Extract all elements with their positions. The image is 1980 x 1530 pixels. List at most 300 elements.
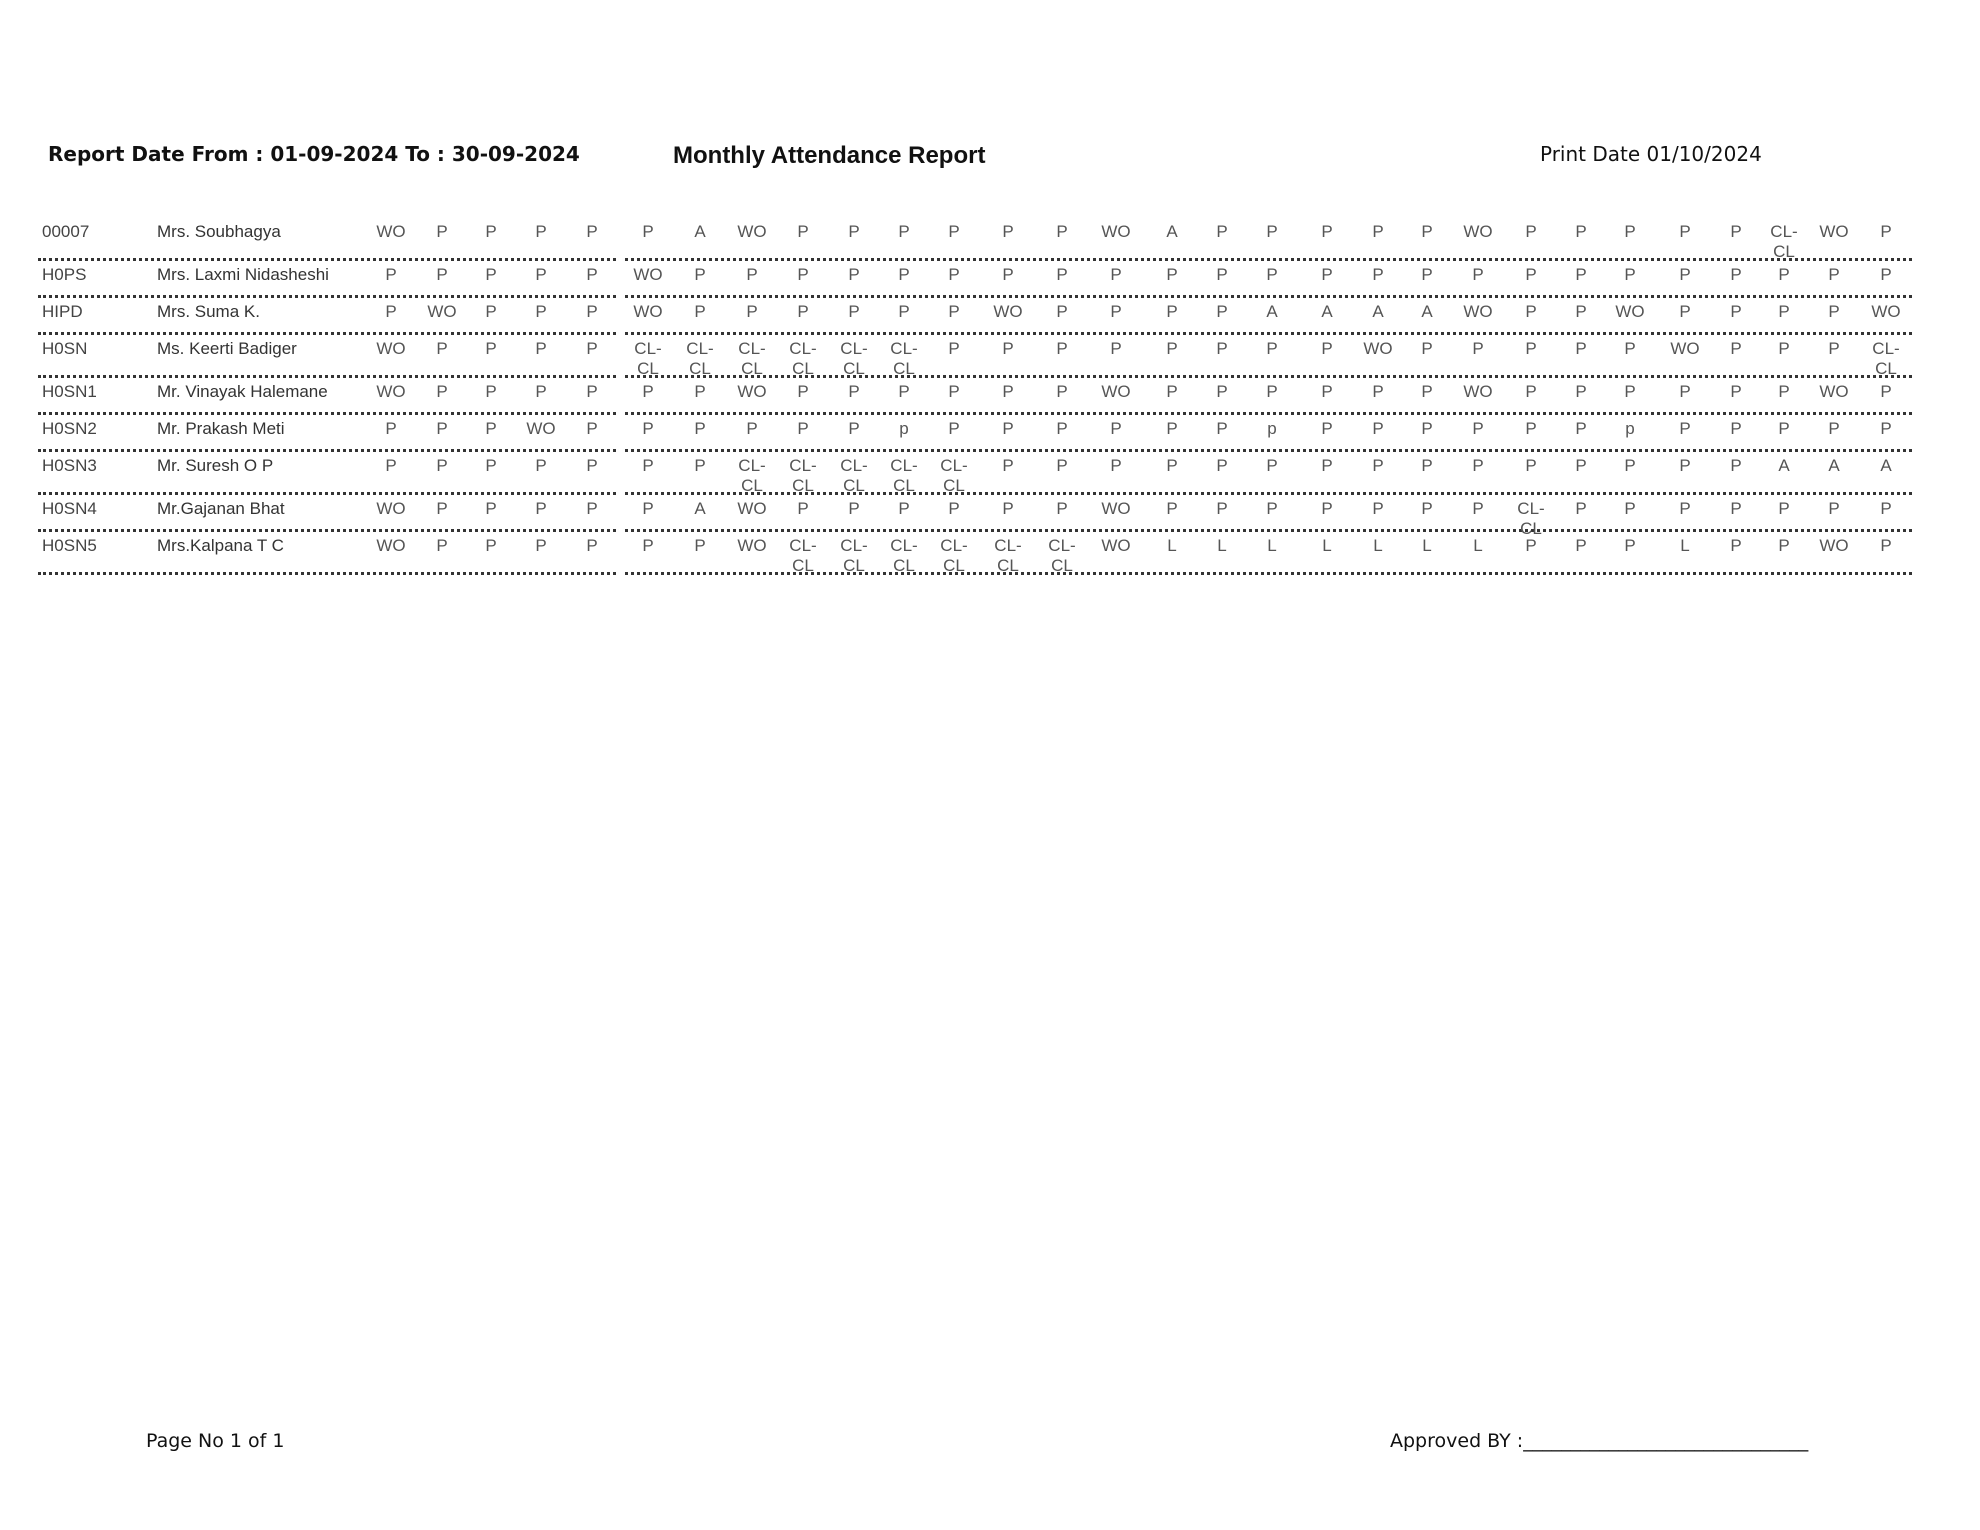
day-status-cell: P: [1525, 456, 1537, 475]
day-status-cell: A: [1372, 302, 1384, 321]
day-status-cell: P: [1266, 499, 1278, 518]
day-status-cell: P: [1679, 222, 1691, 241]
day-status-cell: P: [1421, 499, 1433, 518]
day-status-cell: WO: [1819, 536, 1849, 555]
day-status-cell: P: [848, 222, 860, 241]
day-status-cell: P: [948, 499, 960, 518]
day-status-cell: P: [1525, 536, 1537, 555]
day-status-cell: P: [1216, 419, 1228, 438]
day-status-cell: P: [642, 456, 654, 475]
day-status-cell: P: [797, 265, 809, 284]
day-status-cell: P: [1216, 382, 1228, 401]
day-status-cell: P: [1266, 339, 1278, 358]
day-status-cell: P: [535, 302, 547, 321]
day-status-cell: P: [1216, 265, 1228, 284]
day-status-cell: P: [1266, 222, 1278, 241]
day-status-cell: A: [1421, 302, 1433, 321]
employee-code: H0SN4: [42, 499, 97, 518]
day-status-cell: P: [1778, 419, 1790, 438]
day-status-cell: P: [848, 499, 860, 518]
day-status-cell: P: [385, 456, 397, 475]
day-status-cell: P: [1166, 382, 1178, 401]
day-status-cell: P: [797, 302, 809, 321]
day-status-cell: P: [898, 382, 910, 401]
employee-name: Mr. Suresh O P: [157, 456, 274, 475]
day-status-cell: P: [1166, 419, 1178, 438]
day-status-cell: P: [1575, 222, 1587, 241]
day-status-cell: P: [1216, 499, 1228, 518]
day-status-cell: P: [1730, 419, 1742, 438]
day-status-cell: WO: [1101, 382, 1131, 401]
day-status-cell: CL-CL: [840, 456, 868, 495]
day-status-cell: P: [1730, 265, 1742, 284]
day-status-cell: P: [535, 265, 547, 284]
day-status-cell: P: [385, 265, 397, 284]
day-status-cell: WO: [376, 339, 406, 358]
day-status-cell: P: [948, 302, 960, 321]
day-status-cell: P: [694, 382, 706, 401]
day-status-cell: P: [1421, 456, 1433, 475]
day-status-cell: CL-CL: [840, 339, 868, 378]
day-status-cell: P: [1730, 499, 1742, 518]
day-status-cell: P: [1778, 339, 1790, 358]
day-status-cell: P: [948, 382, 960, 401]
day-status-cell: P: [1321, 382, 1333, 401]
day-status-cell: P: [1730, 382, 1742, 401]
day-status-cell: P: [1166, 265, 1178, 284]
day-status-cell: P: [1880, 419, 1892, 438]
day-status-cell: A: [1321, 302, 1333, 321]
day-status-cell: P: [1110, 456, 1122, 475]
day-status-cell: WO: [1463, 382, 1493, 401]
day-status-cell: P: [1472, 456, 1484, 475]
day-status-cell: P: [1166, 456, 1178, 475]
day-status-cell: P: [1575, 302, 1587, 321]
day-status-cell: A: [694, 499, 706, 518]
day-status-cell: P: [898, 222, 910, 241]
day-status-cell: L: [1422, 536, 1432, 555]
day-status-cell: L: [1680, 536, 1690, 555]
day-status-cell: P: [746, 419, 758, 438]
day-status-cell: P: [586, 382, 598, 401]
employee-name: Mr.Gajanan Bhat: [157, 499, 285, 518]
day-status-cell: P: [1056, 419, 1068, 438]
day-status-cell: P: [1002, 265, 1014, 284]
table-row: [38, 298, 1912, 335]
day-status-cell: P: [1880, 536, 1892, 555]
day-status-cell: P: [1216, 456, 1228, 475]
day-status-cell: P: [1056, 339, 1068, 358]
day-status-cell: P: [485, 222, 497, 241]
day-status-cell: P: [1372, 222, 1384, 241]
day-status-cell: P: [1056, 222, 1068, 241]
day-status-cell: P: [436, 382, 448, 401]
day-status-cell: P: [1321, 339, 1333, 358]
day-status-cell: P: [848, 419, 860, 438]
day-status-cell: P: [642, 499, 654, 518]
day-status-cell: P: [1624, 382, 1636, 401]
day-status-cell: P: [535, 456, 547, 475]
day-status-cell: WO: [1101, 222, 1131, 241]
day-status-cell: P: [485, 536, 497, 555]
day-status-cell: P: [1679, 382, 1691, 401]
row-separator-gap: [616, 572, 624, 575]
employee-name: Mrs. Suma K.: [157, 302, 260, 321]
day-status-cell: P: [642, 536, 654, 555]
day-status-cell: P: [1828, 339, 1840, 358]
day-status-cell: WO: [376, 536, 406, 555]
employee-name: Mrs.Kalpana T C: [157, 536, 284, 555]
employee-code: H0SN3: [42, 456, 97, 475]
day-status-cell: A: [1778, 456, 1790, 475]
day-status-cell: WO: [633, 265, 663, 284]
day-status-cell: P: [1472, 339, 1484, 358]
day-status-cell: P: [1002, 382, 1014, 401]
day-status-cell: P: [1056, 302, 1068, 321]
day-status-cell: P: [485, 382, 497, 401]
day-status-cell: P: [694, 536, 706, 555]
day-status-cell: P: [1679, 419, 1691, 438]
day-status-cell: P: [1624, 339, 1636, 358]
day-status-cell: WO: [1819, 382, 1849, 401]
day-status-cell: WO: [1871, 302, 1901, 321]
day-status-cell: P: [1472, 265, 1484, 284]
day-status-cell: P: [1778, 499, 1790, 518]
day-status-cell: P: [535, 222, 547, 241]
day-status-cell: L: [1217, 536, 1227, 555]
day-status-cell: P: [1166, 339, 1178, 358]
day-status-cell: L: [1373, 536, 1383, 555]
day-status-cell: P: [1421, 419, 1433, 438]
day-status-cell: P: [1624, 499, 1636, 518]
day-status-cell: P: [1828, 419, 1840, 438]
day-status-cell: P: [1575, 339, 1587, 358]
day-status-cell: P: [586, 419, 598, 438]
day-status-cell: P: [1778, 302, 1790, 321]
day-status-cell: p: [1267, 419, 1277, 438]
day-status-cell: P: [1525, 302, 1537, 321]
employee-name: Mr. Prakash Meti: [157, 419, 285, 438]
day-status-cell: P: [485, 302, 497, 321]
day-status-cell: WO: [737, 222, 767, 241]
day-status-cell: CL-CL: [890, 536, 918, 575]
day-status-cell: P: [948, 339, 960, 358]
day-status-cell: P: [485, 339, 497, 358]
day-status-cell: P: [436, 265, 448, 284]
day-status-cell: P: [1525, 339, 1537, 358]
table-row: [38, 261, 1912, 298]
day-status-cell: P: [1624, 536, 1636, 555]
day-status-cell: P: [436, 536, 448, 555]
day-status-cell: P: [898, 265, 910, 284]
day-status-cell: P: [848, 265, 860, 284]
day-status-cell: P: [797, 419, 809, 438]
day-status-cell: P: [1321, 499, 1333, 518]
day-status-cell: P: [1110, 265, 1122, 284]
day-status-cell: P: [848, 302, 860, 321]
day-status-cell: CL-CL: [738, 339, 766, 378]
day-status-cell: WO: [1363, 339, 1393, 358]
day-status-cell: CL-CL: [686, 339, 714, 378]
day-status-cell: P: [1421, 265, 1433, 284]
day-status-cell: P: [535, 499, 547, 518]
employee-code: H0SN5: [42, 536, 97, 555]
day-status-cell: WO: [1101, 499, 1131, 518]
day-status-cell: P: [385, 419, 397, 438]
day-status-cell: A: [694, 222, 706, 241]
day-status-cell: P: [436, 499, 448, 518]
day-status-cell: P: [485, 419, 497, 438]
day-status-cell: CL-CL: [634, 339, 662, 378]
day-status-cell: P: [485, 499, 497, 518]
day-status-cell: WO: [1670, 339, 1700, 358]
day-status-cell: P: [1266, 265, 1278, 284]
report-date-range: Report Date From : 01-09-2024 To : 30-09-2024: [48, 142, 580, 166]
day-status-cell: P: [1778, 536, 1790, 555]
day-status-cell: P: [1624, 456, 1636, 475]
day-status-cell: P: [1472, 499, 1484, 518]
day-status-cell: CL-CL: [738, 456, 766, 495]
day-status-cell: P: [1575, 265, 1587, 284]
table-row: [38, 532, 1912, 575]
day-status-cell: A: [1266, 302, 1278, 321]
day-status-cell: P: [1730, 536, 1742, 555]
day-status-cell: P: [1778, 265, 1790, 284]
day-status-cell: WO: [1463, 302, 1493, 321]
day-status-cell: P: [1624, 222, 1636, 241]
day-status-cell: A: [1828, 456, 1840, 475]
day-status-cell: P: [1472, 419, 1484, 438]
table-row: [38, 218, 1912, 261]
day-status-cell: P: [797, 499, 809, 518]
day-status-cell: P: [1321, 222, 1333, 241]
day-status-cell: P: [535, 339, 547, 358]
table-row: [38, 378, 1912, 415]
day-status-cell: P: [1110, 339, 1122, 358]
day-status-cell: WO: [1615, 302, 1645, 321]
day-status-cell: P: [1525, 382, 1537, 401]
day-status-cell: WO: [376, 222, 406, 241]
day-status-cell: CL-CL: [890, 339, 918, 378]
day-status-cell: P: [948, 222, 960, 241]
day-status-cell: P: [1372, 456, 1384, 475]
employee-code: H0SN1: [42, 382, 97, 401]
day-status-cell: P: [948, 419, 960, 438]
day-status-cell: P: [1575, 499, 1587, 518]
day-status-cell: P: [1525, 265, 1537, 284]
day-status-cell: P: [1321, 456, 1333, 475]
table-row: [38, 495, 1912, 538]
day-status-cell: P: [1166, 302, 1178, 321]
table-row: [38, 452, 1912, 495]
day-status-cell: P: [1421, 339, 1433, 358]
day-status-cell: WO: [633, 302, 663, 321]
employee-name: Mrs. Soubhagya: [157, 222, 281, 241]
day-status-cell: L: [1167, 536, 1177, 555]
day-status-cell: WO: [526, 419, 556, 438]
day-status-cell: WO: [376, 499, 406, 518]
day-status-cell: P: [385, 302, 397, 321]
day-status-cell: P: [1002, 339, 1014, 358]
day-status-cell: P: [694, 419, 706, 438]
day-status-cell: p: [1625, 419, 1635, 438]
day-status-cell: P: [1002, 456, 1014, 475]
page-number: Page No 1 of 1: [146, 1430, 285, 1452]
day-status-cell: CL-CL: [1872, 339, 1900, 378]
day-status-cell: WO: [427, 302, 457, 321]
day-status-cell: CL-CL: [940, 536, 968, 575]
day-status-cell: P: [436, 339, 448, 358]
employee-name: Ms. Keerti Badiger: [157, 339, 297, 358]
day-status-cell: P: [1321, 265, 1333, 284]
employee-code: H0PS: [42, 265, 87, 284]
day-status-cell: P: [898, 499, 910, 518]
day-status-cell: P: [1880, 222, 1892, 241]
day-status-cell: P: [642, 382, 654, 401]
day-status-cell: P: [586, 499, 598, 518]
day-status-cell: P: [797, 222, 809, 241]
employee-name: Mr. Vinayak Halemane: [157, 382, 328, 401]
day-status-cell: P: [436, 222, 448, 241]
day-status-cell: P: [1575, 382, 1587, 401]
day-status-cell: A: [1880, 456, 1892, 475]
day-status-cell: P: [1730, 222, 1742, 241]
day-status-cell: P: [1421, 222, 1433, 241]
day-status-cell: WO: [1463, 222, 1493, 241]
day-status-cell: P: [485, 265, 497, 284]
day-status-cell: P: [586, 265, 598, 284]
day-status-cell: P: [1525, 419, 1537, 438]
day-status-cell: p: [899, 419, 909, 438]
day-status-cell: WO: [1101, 536, 1131, 555]
day-status-cell: L: [1322, 536, 1332, 555]
day-status-cell: P: [1216, 302, 1228, 321]
day-status-cell: WO: [376, 382, 406, 401]
day-status-cell: CL-CL: [994, 536, 1022, 575]
day-status-cell: P: [535, 536, 547, 555]
day-status-cell: P: [586, 302, 598, 321]
employee-code: H0SN: [42, 339, 88, 358]
day-status-cell: P: [586, 222, 598, 241]
table-row: [38, 415, 1912, 452]
approved-by-signature-line: Approved BY :______________________________: [1390, 1430, 1809, 1452]
day-status-cell: P: [848, 382, 860, 401]
day-status-cell: CL-CL: [840, 536, 868, 575]
day-status-cell: P: [1216, 339, 1228, 358]
day-status-cell: WO: [737, 499, 767, 518]
day-status-cell: P: [1679, 499, 1691, 518]
day-status-cell: P: [948, 265, 960, 284]
day-status-cell: WO: [993, 302, 1023, 321]
day-status-cell: P: [1828, 499, 1840, 518]
day-status-cell: P: [1002, 499, 1014, 518]
day-status-cell: P: [642, 222, 654, 241]
employee-name: Mrs. Laxmi Nidasheshi: [157, 265, 329, 284]
day-status-cell: P: [1372, 419, 1384, 438]
employee-code: H0SN2: [42, 419, 97, 438]
day-status-cell: P: [1056, 499, 1068, 518]
day-status-cell: P: [1002, 419, 1014, 438]
day-status-cell: P: [1056, 265, 1068, 284]
day-status-cell: CL-CL: [940, 456, 968, 495]
day-status-cell: CL-CL: [789, 339, 817, 378]
day-status-cell: P: [485, 456, 497, 475]
day-status-cell: P: [1110, 419, 1122, 438]
day-status-cell: P: [1730, 302, 1742, 321]
day-status-cell: P: [436, 419, 448, 438]
day-status-cell: P: [694, 265, 706, 284]
day-status-cell: CL-CL: [1048, 536, 1076, 575]
day-status-cell: P: [746, 265, 758, 284]
day-status-cell: L: [1267, 536, 1277, 555]
day-status-cell: P: [1730, 456, 1742, 475]
day-status-cell: P: [1525, 222, 1537, 241]
day-status-cell: P: [1778, 382, 1790, 401]
day-status-cell: A: [1166, 222, 1178, 241]
report-title: Monthly Attendance Report: [673, 142, 986, 169]
day-status-cell: P: [1166, 499, 1178, 518]
print-date: Print Date 01/10/2024: [1540, 142, 1762, 166]
day-status-cell: P: [586, 339, 598, 358]
day-status-cell: P: [1679, 302, 1691, 321]
day-status-cell: P: [797, 382, 809, 401]
day-status-cell: P: [1266, 382, 1278, 401]
day-status-cell: P: [1575, 456, 1587, 475]
day-status-cell: P: [746, 302, 758, 321]
day-status-cell: P: [1372, 382, 1384, 401]
day-status-cell: CL-CL: [789, 536, 817, 575]
day-status-cell: P: [1321, 419, 1333, 438]
day-status-cell: P: [1002, 222, 1014, 241]
attendance-table: [38, 218, 1912, 575]
day-status-cell: P: [1110, 302, 1122, 321]
day-status-cell: CL-CL: [789, 456, 817, 495]
day-status-cell: P: [1372, 499, 1384, 518]
day-status-cell: P: [535, 382, 547, 401]
day-status-cell: L: [1473, 536, 1483, 555]
employee-code: HIPD: [42, 302, 83, 321]
day-status-cell: P: [694, 456, 706, 475]
day-status-cell: P: [1828, 302, 1840, 321]
day-status-cell: P: [1056, 456, 1068, 475]
day-status-cell: P: [1880, 265, 1892, 284]
day-status-cell: WO: [1819, 222, 1849, 241]
day-status-cell: P: [1266, 456, 1278, 475]
day-status-cell: P: [1880, 499, 1892, 518]
day-status-cell: P: [1679, 456, 1691, 475]
day-status-cell: P: [1880, 382, 1892, 401]
day-status-cell: P: [1372, 265, 1384, 284]
day-status-cell: P: [586, 456, 598, 475]
day-status-cell: P: [1056, 382, 1068, 401]
day-status-cell: P: [586, 536, 598, 555]
employee-code: 00007: [42, 222, 90, 241]
day-status-cell: P: [1624, 265, 1636, 284]
day-status-cell: P: [1421, 382, 1433, 401]
day-status-cell: P: [642, 419, 654, 438]
day-status-cell: CL-CL: [1770, 222, 1798, 261]
day-status-cell: P: [1216, 222, 1228, 241]
day-status-cell: P: [1730, 339, 1742, 358]
day-status-cell: P: [1679, 265, 1691, 284]
day-status-cell: P: [436, 456, 448, 475]
day-status-cell: P: [1575, 536, 1587, 555]
day-status-cell: P: [1828, 265, 1840, 284]
day-status-cell: CL-CL: [1517, 499, 1545, 538]
day-status-cell: WO: [737, 536, 767, 555]
day-status-cell: P: [1575, 419, 1587, 438]
table-row: [38, 335, 1912, 378]
